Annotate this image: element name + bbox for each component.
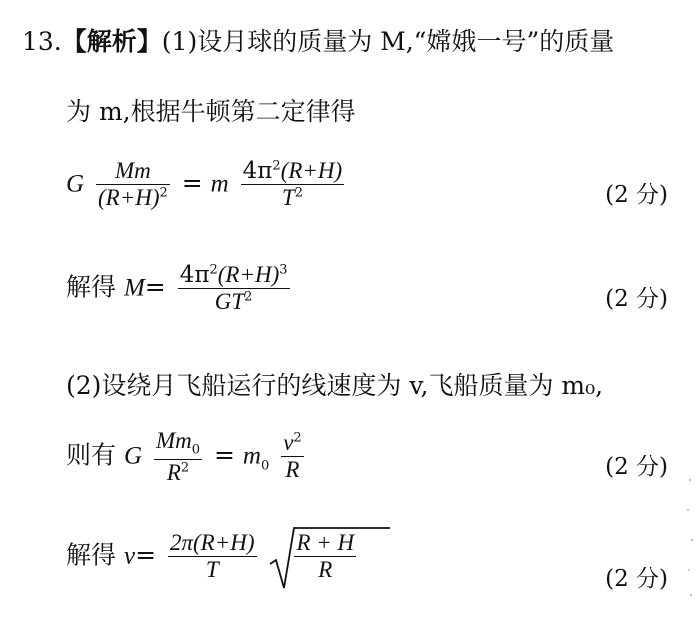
part1-text: (1)设月球的质量为 M,“嫦娥一号”的质量 <box>161 27 615 56</box>
part2-intro: (2)设绕月飞船运行的线速度为 v,飞船质量为 m₀, <box>66 371 604 400</box>
square-root <box>268 530 360 584</box>
problem-number: 13. <box>22 27 62 56</box>
equation-4: 解得 v= $\frac{2\pi(R+H)}{T}$ $\frac{R + H}{R}$ <box>66 530 700 584</box>
part1-intro-line2: 为 m,根据牛顿第二定律得 <box>66 97 356 126</box>
eq3-score: (2 分) <box>605 454 668 480</box>
analysis-tag: 【解析】 <box>61 27 162 56</box>
scan-noise <box>684 470 696 610</box>
equation-1: G $\frac{Mm}{(R+H)^2}$ = m $\frac{4\pi^2(R+H)}{T^2}$ <box>66 158 343 211</box>
eq2-score: (2 分) <box>605 286 668 312</box>
equation-2: 解得 M= $\frac{4\pi^2(R+H)^3}{GT^2}$ <box>66 262 288 315</box>
equation-3: 则有 G $\frac{Mm_0}{R^2}$ = $m_0$ $\frac{v^2}{R}$ <box>66 428 302 485</box>
part1-intro-line1 <box>22 22 700 58</box>
radical-sign-icon <box>268 524 390 594</box>
eq4-fraction: $\frac{2\pi(R+H)}{T}$ <box>169 530 255 583</box>
eq1-rhs-fraction: $\frac{4\pi^2(R+H)}{T^2}$ <box>242 158 343 211</box>
sqrt-fraction: $\frac{R + H}{R}$ <box>296 530 355 583</box>
eq2-fraction: $\frac{4\pi^2(R+H)^3}{GT^2}$ <box>179 262 288 315</box>
eq1-lhs-fraction: $\frac{Mm}{(R+H)^2}$ <box>98 158 168 211</box>
eq3-lhs-fraction: $\frac{Mm_0}{R^2}$ <box>155 428 201 485</box>
eq1-score: (2 分) <box>605 182 668 208</box>
eq4-score: (2 分) <box>605 566 668 592</box>
eq3-rhs-fraction: $\frac{v^2}{R}$ <box>283 430 302 483</box>
